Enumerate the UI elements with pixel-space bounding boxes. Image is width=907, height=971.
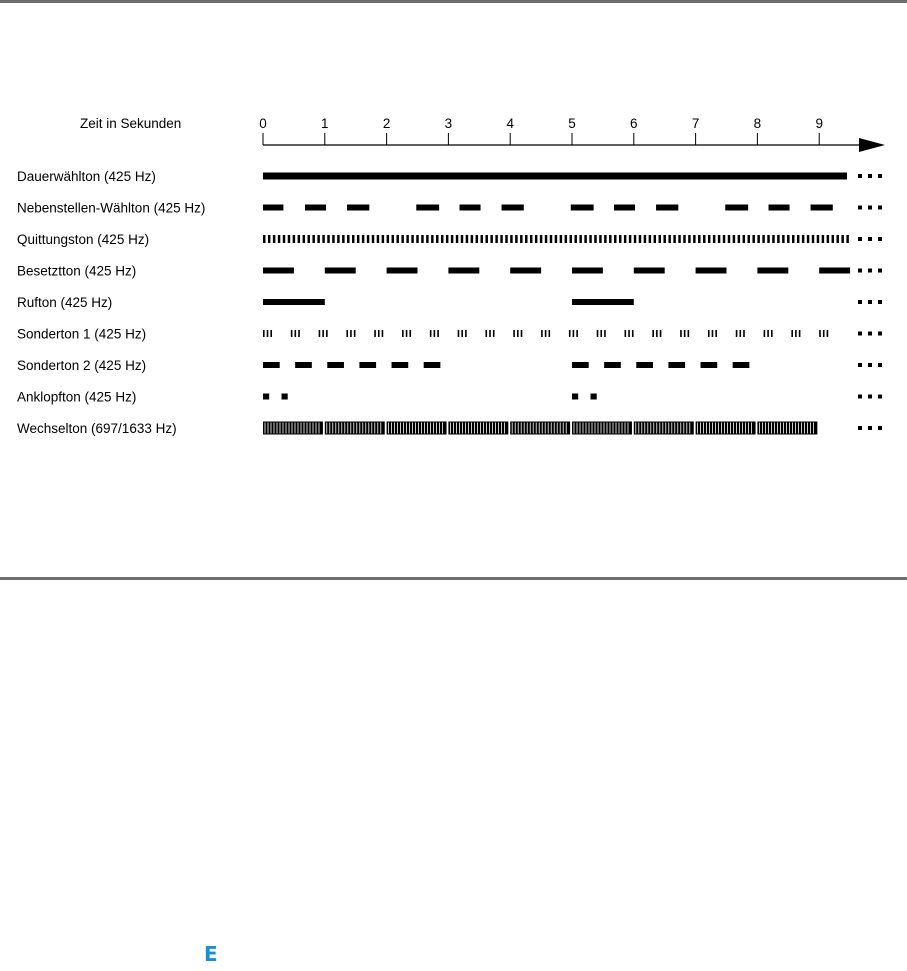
tone-segment [684, 330, 686, 337]
continuation-dot [858, 174, 862, 178]
tone-segment [448, 422, 508, 435]
continuation-dot [858, 363, 862, 367]
tone-segment [424, 362, 441, 368]
tone-segment [827, 330, 829, 337]
time-axis [80, 116, 885, 152]
tone-pulse [639, 235, 641, 243]
tone-pulse [431, 235, 433, 243]
tone-pulse [787, 235, 789, 243]
tone-pulse [411, 235, 413, 243]
tone-pulse [822, 235, 824, 243]
tone-segment [632, 330, 634, 337]
tone-segment [461, 330, 463, 337]
tone-label: Sonderton 1 (425 Hz) [17, 326, 147, 342]
tone-segment [571, 205, 594, 211]
tone-pulse [579, 235, 581, 243]
tone-segment [350, 330, 352, 337]
tone-pulse [367, 235, 369, 243]
tone-pulse [792, 235, 794, 243]
tone-row-wechselton [17, 421, 882, 436]
tone-pulse [713, 235, 715, 243]
tone-pulse [263, 235, 265, 243]
tone-pulse [490, 235, 492, 243]
tone-pulse [520, 235, 522, 243]
bottom-divider [0, 577, 907, 580]
tone-pulse [298, 235, 300, 243]
tone-pulse [456, 235, 458, 243]
tone-segment [628, 330, 630, 337]
tone-pulse [604, 235, 606, 243]
continuation-dot [858, 237, 862, 241]
tone-label: Anklopfton (425 Hz) [17, 389, 137, 405]
tone-pulse [466, 235, 468, 243]
tone-pulse [500, 235, 502, 243]
continuation-dot [858, 300, 862, 304]
tone-pulse [535, 235, 537, 243]
tone-pulse [827, 235, 829, 243]
tone-segment [799, 330, 801, 337]
tone-segment [295, 330, 297, 337]
tone-pulse [748, 235, 750, 243]
tone-pulse [436, 235, 438, 243]
tone-pulse [485, 235, 487, 243]
tone-segment [291, 330, 293, 337]
tone-segment [823, 330, 825, 337]
tone-pulse [441, 235, 443, 243]
tone-pulse [708, 235, 710, 243]
tone-pulse [461, 235, 463, 243]
axis-tick-label: 1 [321, 116, 329, 131]
tone-segment [282, 394, 288, 400]
axis-tick-label: 8 [753, 116, 762, 131]
tone-pulse [609, 235, 611, 243]
tone-pulse [678, 235, 680, 243]
tone-pulse [446, 235, 448, 243]
tone-segment [549, 330, 551, 337]
tone-segment [326, 330, 328, 337]
tone-pulse [416, 235, 418, 243]
tone-segment [819, 268, 850, 274]
tone-pulse [288, 235, 290, 243]
tone-row-quittungston [17, 232, 882, 247]
continuation-dot [868, 206, 872, 210]
tone-pulse [273, 235, 275, 243]
tone-rows [17, 169, 882, 436]
tone-segment [656, 205, 678, 211]
tone-pulse [387, 235, 389, 243]
tone-segment [708, 330, 710, 337]
tone-pulse [738, 235, 740, 243]
tone-segment [541, 330, 543, 337]
tone-label: Nebenstellen-Wählton (425 Hz) [17, 200, 206, 216]
tone-pulse [362, 235, 364, 243]
tone-segment [263, 173, 847, 180]
tone-pulse [599, 235, 601, 243]
tone-segment [263, 330, 265, 337]
tone-pulse [688, 235, 690, 243]
tone-pulse [668, 235, 670, 243]
tone-pulse [510, 235, 512, 243]
tone-segment [634, 422, 694, 435]
tone-pulse [307, 235, 309, 243]
tone-segment [572, 299, 634, 305]
tone-segment [378, 330, 380, 337]
tone-segment [811, 205, 833, 211]
tone-pulse [594, 235, 596, 243]
tone-segment [465, 330, 467, 337]
tone-segment [625, 330, 627, 337]
tone-segment [263, 205, 283, 211]
tone-segment [701, 362, 718, 368]
continuation-dot [858, 269, 862, 273]
tone-pulse [570, 235, 572, 243]
tone-segment [402, 330, 404, 337]
continuation-dot [868, 269, 872, 273]
tone-pulse [303, 235, 305, 243]
tone-pulse [644, 235, 646, 243]
tone-pulse [683, 235, 685, 243]
tone-pulse [718, 235, 720, 243]
tone-pulse [495, 235, 497, 243]
tone-segment [298, 330, 300, 337]
axis-title: Zeit in Sekunden [80, 116, 182, 131]
tone-pulse [832, 235, 834, 243]
tone-segment [434, 330, 436, 337]
axis-tick-label: 4 [506, 116, 514, 131]
tone-segment [545, 330, 547, 337]
tone-pulse [327, 235, 329, 243]
continuation-dot [868, 426, 872, 430]
tone-segment [448, 268, 479, 274]
tone-segment [597, 330, 599, 337]
tone-segment [521, 330, 523, 337]
tone-pulse [481, 235, 483, 243]
tone-segment [437, 330, 439, 337]
tone-segment [819, 330, 821, 337]
tone-segment [460, 205, 481, 211]
tone-pulse [767, 235, 769, 243]
continuation-dot [858, 332, 862, 336]
tone-pulse [560, 235, 562, 243]
tone-pulse [332, 235, 334, 243]
tone-segment [325, 422, 385, 435]
continuation-dot [868, 363, 872, 367]
tone-pulse [530, 235, 532, 243]
tone-label: Besetztton (425 Hz) [17, 263, 137, 279]
tone-pulse [659, 235, 661, 243]
tone-pulse [565, 235, 567, 243]
continuation-dot [858, 206, 862, 210]
tone-segment [696, 422, 756, 435]
tone-segment [510, 422, 570, 435]
tone-pulse [634, 235, 636, 243]
tone-pulse [698, 235, 700, 243]
tone-pulse [352, 235, 354, 243]
tone-segment [493, 330, 495, 337]
continuation-dot [878, 300, 882, 304]
tone-pulse [293, 235, 295, 243]
tone-segment [489, 330, 491, 337]
tone-pulse [574, 235, 576, 243]
tone-segment [406, 330, 408, 337]
tone-segment [636, 362, 653, 368]
tone-pulse [347, 235, 349, 243]
tone-label: Rufton (425 Hz) [17, 295, 113, 310]
continuation-dot [868, 332, 872, 336]
tone-segment [569, 330, 571, 337]
tone-pulse [841, 235, 843, 243]
tone-pulse [555, 235, 557, 243]
tone-segment [374, 330, 376, 337]
tone-segment [739, 330, 741, 337]
axis-arrow-icon [859, 138, 885, 152]
tone-pulse [589, 235, 591, 243]
tone-label: Wechselton (697/1633 Hz) [17, 421, 177, 436]
tone-pulse [654, 235, 656, 243]
tone-segment [791, 330, 793, 337]
axis-tick-label: 2 [382, 116, 391, 131]
tone-segment [680, 330, 682, 337]
tone-row-sonderton-1 [17, 327, 882, 342]
tone-segment [346, 330, 348, 337]
tone-pulse [837, 235, 839, 243]
tone-pulse [673, 235, 675, 243]
tone-pulse [337, 235, 339, 243]
continuation-dot [868, 237, 872, 241]
tone-pulse [476, 235, 478, 243]
axis-tick-label: 5 [568, 116, 576, 131]
axis-tick-label: 6 [630, 116, 638, 131]
continuation-dot [878, 237, 882, 241]
tone-pulse [693, 235, 695, 243]
continuation-dot [868, 174, 872, 178]
tone-segment [757, 422, 817, 435]
tone-segment [600, 330, 602, 337]
tone-segment [458, 330, 460, 337]
tone-pulse [471, 235, 473, 243]
tone-segment [656, 330, 658, 337]
tone-pulse [703, 235, 705, 243]
tone-pulse [728, 235, 730, 243]
tone-segment [572, 394, 578, 400]
tone-segment [517, 330, 519, 337]
tone-segment [795, 330, 797, 337]
tone-segment [688, 330, 690, 337]
tone-pulse [802, 235, 804, 243]
tone-pulse [757, 235, 759, 243]
tone-segment [668, 362, 685, 368]
tone-pulse [782, 235, 784, 243]
tone-pulse [629, 235, 631, 243]
tone-pulse [762, 235, 764, 243]
tone-segment [430, 330, 432, 337]
tone-pulse [663, 235, 665, 243]
continuation-dot [868, 395, 872, 399]
tone-segment [347, 205, 369, 211]
tone-pulse [807, 235, 809, 243]
tone-segment [325, 268, 356, 274]
tone-pulse [342, 235, 344, 243]
tone-pulse [817, 235, 819, 243]
tone-pulse [540, 235, 542, 243]
tone-pulse [743, 235, 745, 243]
tone-segment [725, 205, 748, 211]
tone-segment [392, 362, 409, 368]
tone-pulse [797, 235, 799, 243]
tone-segment [573, 330, 575, 337]
tone-segment [696, 268, 727, 274]
tone-segment [712, 330, 714, 337]
continuation-dot [878, 332, 882, 336]
tone-row-anklopfton [17, 390, 882, 405]
tone-segment [263, 362, 280, 368]
tone-pulse [317, 235, 319, 243]
tone-pulse [550, 235, 552, 243]
tone-pulse [401, 235, 403, 243]
tone-segment [416, 205, 439, 211]
tone-pulse [451, 235, 453, 243]
tone-pulse [752, 235, 754, 243]
continuation-dot [878, 269, 882, 273]
tone-pulse [525, 235, 527, 243]
tone-pulse [584, 235, 586, 243]
tone-segment [382, 330, 384, 337]
tone-pulse [505, 235, 507, 243]
tone-pulse [278, 235, 280, 243]
tone-pulse [624, 235, 626, 243]
tone-label: Sonderton 2 (425 Hz) [17, 358, 147, 373]
tone-segment [510, 268, 541, 274]
axis-tick-label: 9 [815, 116, 823, 131]
continuation-dot [878, 174, 882, 178]
tone-segment [634, 268, 665, 274]
tone-segment [743, 330, 745, 337]
tone-segment [591, 394, 597, 400]
tone-row-nebenstellen-waehlton [17, 201, 882, 216]
tone-segment [604, 330, 606, 337]
tone-segment [263, 268, 294, 274]
axis-tick-label: 0 [259, 116, 267, 131]
tone-pulse [614, 235, 616, 243]
tone-segment [767, 330, 769, 337]
continuation-dot [878, 426, 882, 430]
tone-pulse [777, 235, 779, 243]
tone-pulse [357, 235, 359, 243]
tone-pulse [392, 235, 394, 243]
axis-tick-label: 7 [691, 116, 700, 131]
continuation-dot [858, 395, 862, 399]
tone-pulse [515, 235, 517, 243]
tone-segment [771, 330, 773, 337]
tone-pulse [382, 235, 384, 243]
tone-segment [513, 330, 515, 337]
tone-pulse [733, 235, 735, 243]
tone-segment [576, 330, 578, 337]
tone-label: Quittungston (425 Hz) [17, 232, 150, 247]
tone-segment [327, 362, 344, 368]
tone-segment [764, 330, 766, 337]
tone-pulse [312, 235, 314, 243]
tone-segment [409, 330, 411, 337]
tone-pulse [426, 235, 428, 243]
tone-segment [387, 268, 418, 274]
tone-segment [572, 268, 603, 274]
continuation-dot [868, 300, 872, 304]
page-marker: E [204, 942, 218, 966]
tone-pulse [846, 235, 848, 243]
tone-segment [733, 362, 750, 368]
tone-pulse [619, 235, 621, 243]
tone-segment [715, 330, 717, 337]
axis-tick-label: 3 [444, 116, 453, 131]
tone-segment [652, 330, 654, 337]
tone-pulse [268, 235, 270, 243]
tone-segment [305, 205, 326, 211]
tone-pulse [649, 235, 651, 243]
tone-pulse [322, 235, 324, 243]
continuation-dot [878, 395, 882, 399]
tone-segment [359, 362, 376, 368]
tone-segment [660, 330, 662, 337]
continuation-dot [878, 363, 882, 367]
tone-row-sonderton-2 [17, 358, 882, 373]
tone-pulse [812, 235, 814, 243]
tone-segment [263, 299, 325, 305]
tone-row-rufton [17, 295, 882, 310]
tone-segment [387, 422, 447, 435]
tone-segment [572, 362, 589, 368]
tone-pulse [723, 235, 725, 243]
tone-pulse [283, 235, 285, 243]
tone-pulse [406, 235, 408, 243]
tone-segment [736, 330, 738, 337]
tone-segment [354, 330, 356, 337]
tone-row-dauerwaehlton [17, 169, 882, 184]
tone-segment [319, 330, 321, 337]
tone-row-besetztton [17, 264, 882, 279]
tone-segment [614, 205, 635, 211]
tone-segment [604, 362, 621, 368]
tone-pulse [377, 235, 379, 243]
tone-segment [270, 330, 272, 337]
tone-label: Dauerwählton (425 Hz) [17, 169, 156, 184]
tone-segment [295, 362, 312, 368]
tone-segment [485, 330, 487, 337]
tone-segment [572, 422, 632, 435]
tone-segment [757, 268, 788, 274]
tone-pulse [372, 235, 374, 243]
continuation-dot [858, 426, 862, 430]
tone-segment [263, 422, 323, 435]
tone-pulse [396, 235, 398, 243]
tone-segment [769, 205, 790, 211]
tone-pulse [545, 235, 547, 243]
continuation-dot [878, 206, 882, 210]
tone-pulse [421, 235, 423, 243]
tone-segment [263, 394, 269, 400]
tone-segment [322, 330, 324, 337]
tone-segment [267, 330, 269, 337]
tone-pulse [772, 235, 774, 243]
tone-segment [502, 205, 524, 211]
